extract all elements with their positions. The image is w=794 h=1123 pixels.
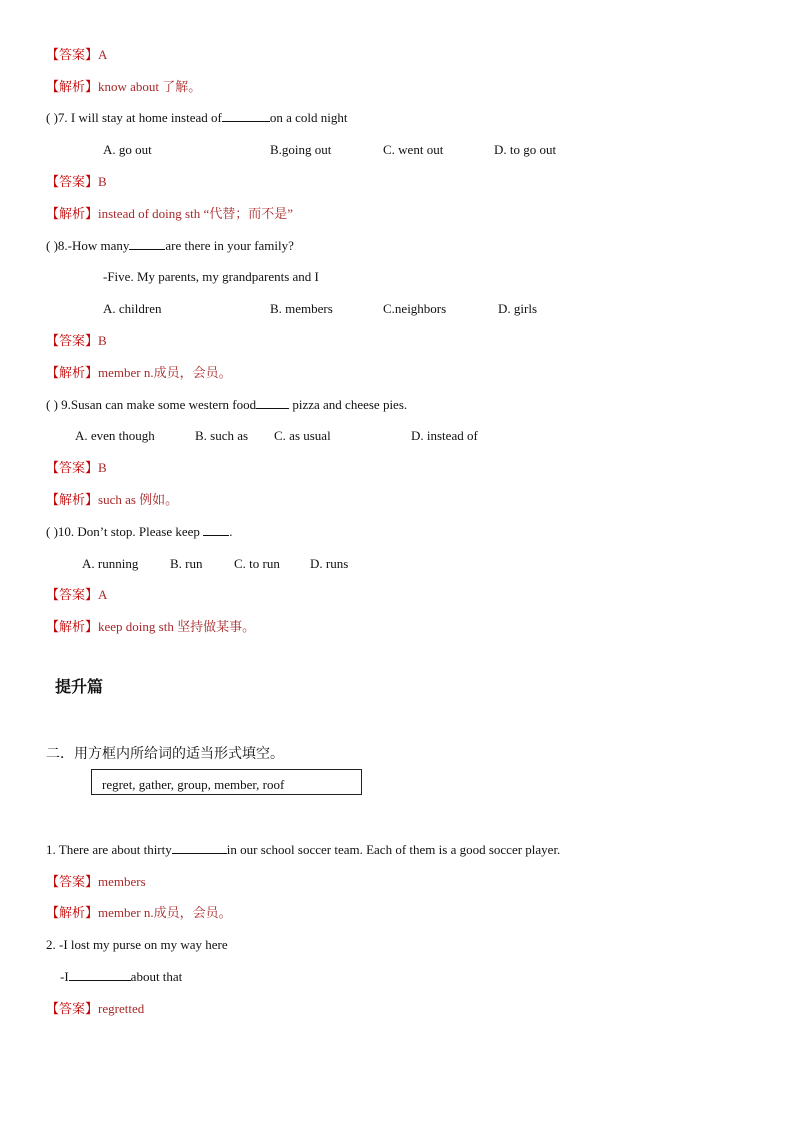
- analysis-key: 【解析】: [46, 492, 99, 507]
- analysis-line: [46, 79, 201, 95]
- sentence-1: [46, 842, 560, 858]
- option-c: C.neighbors: [383, 301, 447, 316]
- answer-blank: [69, 969, 131, 981]
- answer-key: 【答案】: [46, 460, 99, 475]
- option-b: B. such as: [195, 428, 249, 443]
- sentence-1-tail: in our school soccer team. Each of them is a good soccer player.: [226, 842, 561, 857]
- analysis-value: keep doing sth 坚持做某事。: [98, 619, 256, 634]
- answer-blank: [256, 397, 289, 409]
- option-a: A. children: [103, 301, 162, 316]
- option-a: A. go out: [103, 142, 152, 157]
- answer-value: A: [98, 587, 108, 602]
- question-8: [46, 238, 294, 254]
- analysis-key: 【解析】: [46, 206, 99, 221]
- part-2-instruction: 二．用方框内所给词的适当形式填空。: [46, 746, 284, 762]
- analysis-value: member n.成员，会员。: [98, 365, 232, 380]
- sentence-2-lead: -I: [60, 969, 69, 984]
- answer-value: members: [98, 874, 146, 889]
- sentence-2-line-1: 2. -I lost my purse on my way here: [46, 937, 228, 952]
- answer-value: B: [98, 460, 107, 475]
- answer-line: [46, 333, 107, 349]
- answer-value: B: [98, 174, 107, 189]
- question-9-lead: ( ) 9.Susan can make some western food: [46, 397, 257, 412]
- answer-blank: [222, 110, 270, 122]
- option-a: A. running: [82, 556, 139, 571]
- analysis-line: [46, 905, 232, 921]
- answer-line: [46, 587, 107, 603]
- answer-key: 【答案】: [46, 333, 99, 348]
- analysis-key: 【解析】: [46, 365, 99, 380]
- question-8-tail: are there in your family?: [165, 238, 294, 253]
- question-10-lead: ( )10. Don’t stop. Please keep: [46, 524, 204, 539]
- question-10-tail: .: [229, 524, 233, 539]
- answer-line: [46, 1001, 144, 1017]
- question-7-tail: on a cold night: [269, 110, 348, 125]
- answer-key: 【答案】: [46, 874, 99, 889]
- analysis-value: member n.成员，会员。: [98, 905, 232, 920]
- analysis-value: know about 了解。: [98, 79, 202, 94]
- answer-value: A: [98, 47, 108, 62]
- question-7-lead: ( )7. I will stay at home instead of: [46, 110, 222, 125]
- analysis-line: [46, 492, 178, 508]
- option-c: C. went out: [383, 142, 444, 157]
- answer-value: B: [98, 333, 107, 348]
- analysis-value: such as 例如。: [98, 492, 179, 507]
- analysis-key: 【解析】: [46, 619, 99, 634]
- option-a: A. even though: [75, 428, 155, 443]
- question-7: [46, 110, 347, 126]
- question-8-lead: ( )8.-How many: [46, 238, 130, 253]
- option-c: C. to run: [234, 556, 280, 571]
- question-9-tail: pizza and cheese pies.: [289, 397, 408, 412]
- answer-key: 【答案】: [46, 587, 99, 602]
- answer-key: 【答案】: [46, 1001, 99, 1016]
- question-9: [46, 397, 407, 413]
- word-box-text: regret, gather, group, member, roof: [102, 777, 285, 792]
- answer-value: regretted: [98, 1001, 145, 1016]
- answer-blank: [129, 238, 165, 250]
- analysis-line: [46, 206, 293, 222]
- option-d: D. instead of: [411, 428, 478, 443]
- analysis-value: instead of doing sth “代替；而不是”: [98, 206, 293, 221]
- answer-line: [46, 874, 146, 890]
- option-d: D. girls: [498, 301, 537, 316]
- analysis-key: 【解析】: [46, 79, 99, 94]
- sentence-2-line-2: [60, 969, 182, 985]
- question-8-reply: -Five. My parents, my grandparents and I: [103, 269, 319, 284]
- option-b: B. run: [170, 556, 203, 571]
- sentence-1-lead: 1. There are about thirty: [46, 842, 172, 857]
- analysis-key: 【解析】: [46, 905, 99, 920]
- option-c: C. as usual: [274, 428, 331, 443]
- answer-blank: [203, 524, 229, 536]
- option-d: D. runs: [310, 556, 349, 571]
- section-heading: 提升篇: [55, 677, 104, 696]
- option-d: D. to go out: [494, 142, 557, 157]
- answer-line: [46, 460, 107, 476]
- answer-key: 【答案】: [46, 174, 99, 189]
- analysis-line: [46, 619, 255, 635]
- option-b: B.going out: [270, 142, 332, 157]
- answer-line: [46, 47, 107, 63]
- answer-blank: [172, 842, 227, 854]
- question-10: [46, 524, 232, 540]
- option-b: B. members: [270, 301, 333, 316]
- answer-line: [46, 174, 107, 190]
- sentence-2-tail: about that: [130, 969, 183, 984]
- analysis-line: [46, 365, 232, 381]
- answer-key: 【答案】: [46, 47, 99, 62]
